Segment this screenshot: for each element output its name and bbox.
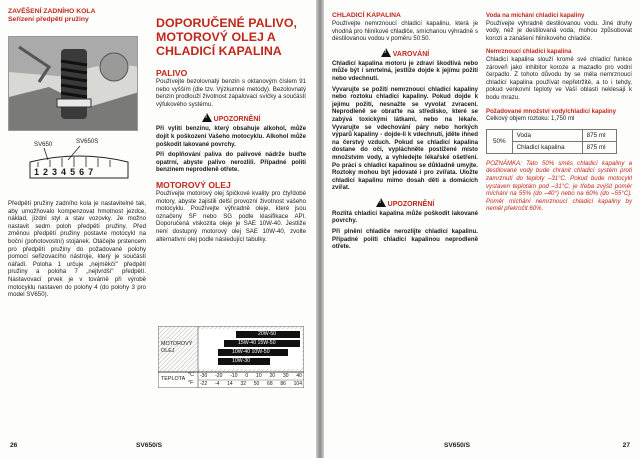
coolant-warning-text-1: Chladicí kapalina motoru je zdraví škodlivá nebo může být i smrtelná, jestliže dojde k jejímu požití nebo vdechnutí. — [332, 59, 478, 82]
f-tick: -22 — [200, 380, 208, 387]
water-heading: Voda na míchání chladicí kapaliny — [486, 12, 585, 19]
suspension-heading: ZAVĚŠENÍ ZADNÍHO KOLA — [8, 8, 96, 15]
c-tick: 40 — [296, 372, 302, 379]
oil-chart-c-unit: °C — [188, 372, 194, 378]
diagram-label-sv650s: SV650S — [76, 138, 99, 145]
f-tick: 68 — [267, 380, 273, 387]
page-number-left: 26 — [10, 442, 18, 449]
coolant-caution-heading — [332, 198, 478, 208]
mix-amount-cell: 875 ml — [582, 141, 616, 153]
diagram-positions — [34, 167, 93, 177]
warning-triangle-icon — [202, 113, 212, 122]
coolant-note: POZNÁMKA: Tato 50% směs chladicí kapaliny a destilované vody bude chránit chladicí systém proti zamrznutí do teploty –31°C. Pokud bude motocykl vystaven teplotám pod –31°C, je třeba zvýšit poměr míchání na 55% (do –40°) nebo na 60% (do –55°C). Poměr míchání nemrznoucí chladicí kapaliny by neměl překročit 60%. — [486, 159, 632, 213]
amount-text: Celkový objem roztoku: 1,750 ml — [486, 115, 575, 123]
coolant-warning-label: VAROVÁNÍ — [392, 50, 430, 58]
c-tick: 20 — [269, 372, 276, 379]
preload-diagram — [24, 140, 134, 190]
footer-model-left: SV650/S — [136, 442, 163, 449]
suspension-photo — [8, 36, 138, 131]
oil-chart-y-label: MOTOROVÝ OLEJ — [161, 341, 193, 354]
suspension-subheading: Seřízení předpětí pružiny — [8, 16, 89, 23]
warning-triangle-icon — [376, 198, 386, 207]
coolant-caution-text-1: Rozlitá chladicí kapalina může poškodit lakované povrchy. — [332, 209, 478, 225]
fuel-text: Používejte bezolovnatý benzin s oktanovým číslem 91 nebo vyšším (dle tzv. Výzkumné metody). Bezolovnatý benzin prodlouží životnost zapalovací svíčky a součástí výfukového systému. — [156, 78, 306, 108]
position-4: 4 — [61, 167, 67, 177]
oil-chart-f-unit: °F — [188, 380, 194, 386]
oil-heading: MOTOROVÝ OLEJ — [156, 179, 231, 190]
left-page — [0, 0, 316, 458]
antifreeze-heading: Nemrznoucí chladicí kapalina — [486, 48, 572, 56]
position-3: 3 — [52, 167, 58, 177]
fuel-heading: PALIVO — [156, 68, 188, 78]
position-2: 2 — [43, 167, 49, 177]
coolant-caution-label: UPOZORNĚNÍ — [387, 200, 435, 208]
c-tick: -30 — [200, 372, 208, 379]
left-col-1 — [8, 8, 148, 24]
mix-name-cell: Chladicí kapalina — [512, 141, 582, 153]
oil-bar-label-1: 15W-40 15W-50 — [238, 339, 276, 346]
book-gutter — [316, 0, 324, 458]
mix-amount-cell: 875 ml — [582, 129, 616, 141]
coolant-warning-text-2: Vyvarujte se požití nemrznoucí chladicí kapaliny nebo roztoku chladicí kapaliny. Pokud dojde k jejímu požití, nesnažte se vyvolat zvracení. Neprodleně se obraťte na středisko, které se zabývá toxickými látkami, nebo na lékaře. Vyvarujte se vdechování páry nebo horkých výparů kapaliny - dojde-li k vdechnutí, jděte ihned na čerstvý vzduch. Pokud se chladicí kapalina dostane do očí, vypláchněte postižené místo množstvím vody, a vyhledejte lékařské ošetření. Po práci s chladicí kapalinou se důkladně umyjte. Roztoky mohou být jedovaté i pro zvířata. Uložte chladicí kapalinu mimo dosah dětí a domácích zvířat. — [332, 85, 478, 192]
f-tick: 50 — [253, 380, 260, 387]
amount-heading: Požadované množství vody/chladicí kapaliny — [486, 107, 617, 115]
fahrenheit-ticks — [200, 381, 302, 387]
c-tick: -20 — [215, 372, 223, 379]
mix-name-cell: Voda — [512, 129, 582, 141]
f-tick: 14 — [227, 380, 233, 387]
c-tick: -10 — [230, 372, 238, 379]
coolant-caution-text-2: Při plnění chladiče nerozlijte chladicí kapalinu. Případné politi chladicí kapalinou neprodleně otřete. — [332, 228, 478, 251]
f-tick: -4 — [214, 380, 220, 387]
table-row — [487, 129, 617, 141]
fuel-caution-text: Při vylití benzinu, který obsahuje alkohol, může dojít k poškození Vašeho motocyklu. Alkohol může poškodit lakované povrchy. — [156, 125, 306, 148]
page-number-right: 27 — [622, 442, 630, 449]
fuel-caution-heading — [156, 113, 306, 123]
position-7: 7 — [88, 167, 94, 177]
f-tick: 32 — [240, 380, 247, 387]
suspension-body-text: Předpětí pružiny zadního kola je nastavitelné tak, aby umožňovalo kompenzovat hmotnost jezdce, náklad, jízdní styl a stav vozovky. Je možno nastavit sedm poloh předpětí pružiny. Před změnou předpětí pružiny postavte motocykl na boční (pohotovostní) stojánek. Otáčejte prstencem pro předpětí pružiny do požadované polohy pomocí seřizovacího nástroje, který je součástí nářadí. Poloha 1 určuje „nejměkčí" předpětí pružiny a poloha 7 „nejtvrdší" předpětí. Nastavovací prvek je v továrně při výrobě motocyklu nastaven do polohy 4 (do polohy 3 pro model SV650). — [8, 200, 146, 299]
left-col-2 — [156, 16, 306, 246]
water-text: Používejte výhradně destilovanou vodu. Jiné druhy vody, než je destilovaná voda, mohou způsobovat korozi a zanášení hliníkového chladiče. — [486, 19, 632, 42]
c-tick: 10 — [256, 372, 262, 379]
mix-ratio-cell: 50% — [487, 129, 513, 153]
coolant-title: CHLADICÍ KAPALINA — [332, 12, 401, 19]
celsius-ticks — [200, 373, 302, 379]
oil-chart-temp-label: TEPLOTA — [161, 376, 186, 382]
position-6: 6 — [79, 167, 85, 177]
diagram-label-sv650: SV650 — [34, 141, 53, 148]
coolant-warning-heading — [332, 48, 478, 58]
oil-viscosity-chart — [158, 326, 304, 388]
page-title-fuel-oil-coolant: DOPORUČENÉ PALIVO, MOTOROVÝ OLEJ A CHLADICÍ KAPALINA — [156, 16, 297, 58]
coolant-intro: Používejte nemrznoucí chladicí kapalinu, která je vhodná pro hliníkové chladiče, smíchanou výhradně s destilovanou vodou v poměru 50:50. — [332, 20, 478, 43]
footer-model-right: SV650/S — [444, 442, 471, 449]
f-tick: 104 — [293, 380, 302, 387]
oil-bar-label-2: 10W-40 10W-50 — [232, 348, 270, 355]
oil-bar-label-0: 20W-50 — [258, 330, 277, 337]
c-tick: 30 — [282, 372, 289, 379]
right-page — [324, 0, 640, 458]
fuel-spill-text: Při doplňování paliva do palivové nádrže buďte opatrní, abyste palivo nerozlili. Případné politi benzinem neprodleně otřete. — [156, 151, 306, 174]
c-tick: 0 — [245, 372, 249, 379]
position-5: 5 — [70, 167, 76, 177]
warning-triangle-icon — [381, 48, 391, 57]
position-1: 1 — [34, 167, 40, 177]
fuel-caution-label: UPOZORNĚNÍ — [213, 116, 261, 124]
oil-text: Používejte motorový olej špičkové kvality pro čtyřdobé motory, abyste zajistili delší provozní životnost vašeho motocyklu. Používejte výhradně oleje, které jsou označeny SF nebo SG podle klasifikace API. Doporučená viskozita oleje je SAE 10W-40. Jestliže není dostupný motorový olej SAE 10W-40, zvolte alternativní olej podle následující tabulky. — [156, 189, 306, 243]
coolant-mix-table — [486, 129, 617, 154]
oil-bar-label-3: 10W-30 — [232, 357, 251, 364]
right-col-1 — [332, 12, 478, 254]
antifreeze-text: Chladicí kapalina slouží kromě své chladicí funkce zároveň jako inhibitor koroze a mazadlo pro vodní čerpadlo. Z tohoto důvodu by se měla nemrznoucí chladicí kapalina používat nepřetržitě, a to i tehdy, pokud venkovní teploty ve Vaší oblasti neklesají k bodu mrazu. — [486, 55, 632, 101]
f-tick: 86 — [280, 380, 286, 387]
right-col-2 — [486, 12, 632, 216]
